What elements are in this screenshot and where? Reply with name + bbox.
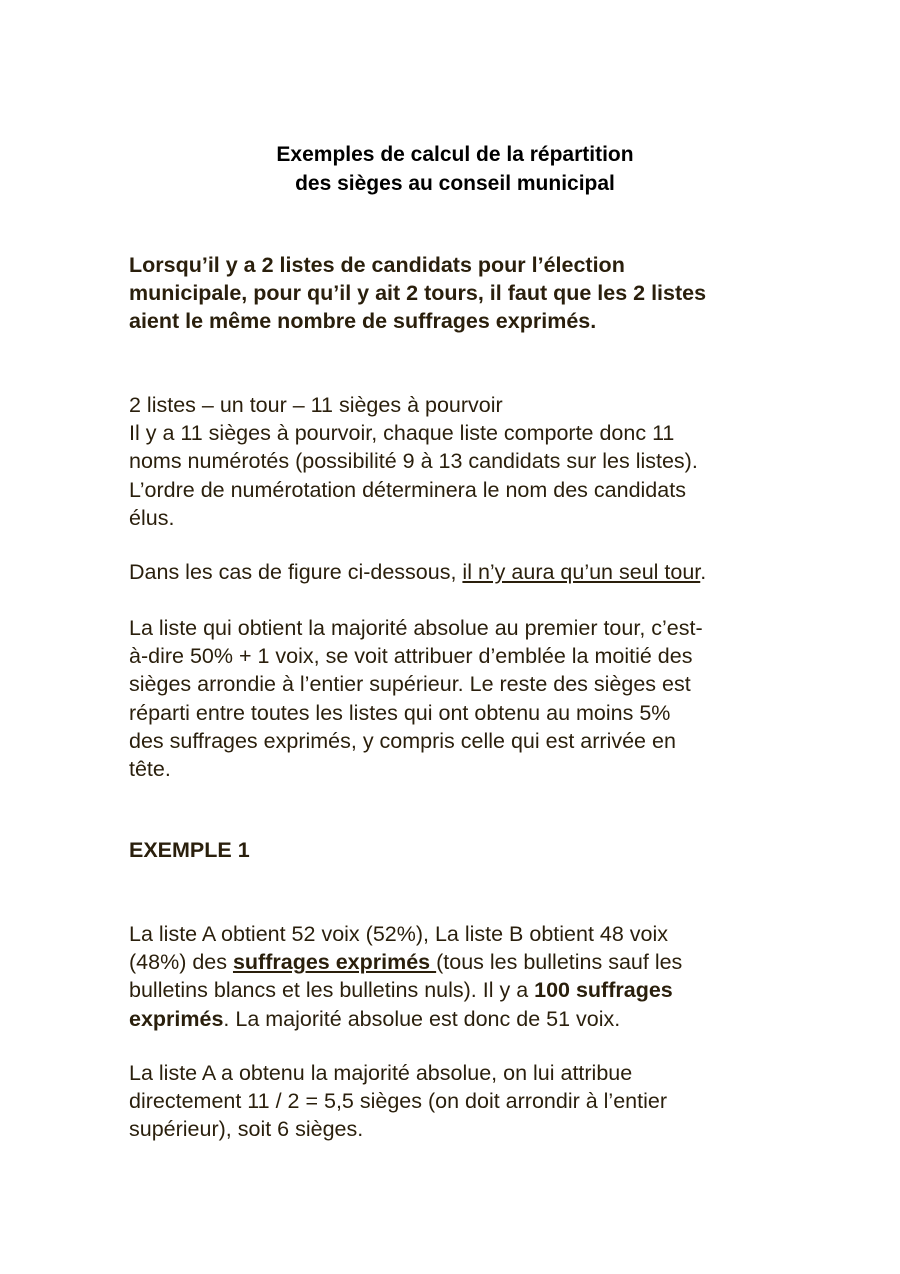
example-line: La liste A a obtenu la majorité absolue, on lui attribue bbox=[129, 1061, 633, 1085]
example-line bbox=[129, 976, 789, 1004]
majority-line: sièges arrondie à l’entier supérieur. Le reste des sièges est bbox=[129, 672, 691, 697]
example-text: (tous les bulletins sauf les bbox=[436, 950, 683, 975]
example-line bbox=[129, 1005, 789, 1033]
example-text: . La majorité absolue est donc de 51 voix. bbox=[223, 1006, 621, 1031]
title-line-2: des sièges au conseil municipal bbox=[295, 172, 615, 195]
single-round-underlined: il n’y aura qu’un seul tour bbox=[462, 560, 701, 584]
majority-line: à-dire 50% + 1 voix, se voit attribuer d’emblée la moitié des bbox=[129, 644, 693, 669]
example-1-paragraph-2 bbox=[129, 1059, 789, 1144]
example-line: supérieur), soit 6 sièges. bbox=[129, 1117, 364, 1142]
document-title bbox=[130, 140, 780, 198]
example-1-heading: EXEMPLE 1 bbox=[129, 838, 250, 862]
seats-line: L’ordre de numérotation déterminera le nom des candidats bbox=[129, 477, 686, 502]
intro-line: aient le même nombre de suffrages exprimés. bbox=[129, 309, 597, 334]
majority-paragraph bbox=[129, 614, 789, 783]
intro-line: municipale, pour qu’il y ait 2 tours, il faut que les 2 listes bbox=[129, 281, 707, 306]
majority-line: La liste qui obtient la majorité absolue au premier tour, c’est- bbox=[129, 616, 703, 640]
example-line: directement 11 / 2 = 5,5 sièges (on doit arrondir à l’entier bbox=[129, 1089, 667, 1114]
hundred-suffrages-emphasis: 100 suffrages bbox=[534, 978, 673, 1003]
intro-line: Lorsqu’il y a 2 listes de candidats pour l’élection bbox=[129, 253, 625, 277]
seats-line: élus. bbox=[129, 505, 175, 530]
example-line bbox=[129, 948, 789, 976]
seats-line: noms numérotés (possibilité 9 à 13 candidats sur les listes). bbox=[129, 449, 698, 474]
majority-line: tête. bbox=[129, 757, 171, 782]
single-round-line bbox=[129, 558, 789, 586]
seats-paragraph bbox=[129, 391, 789, 532]
single-round-suffix: . bbox=[700, 560, 707, 584]
title-line-1: Exemples de calcul de la répartition bbox=[276, 143, 634, 166]
example-line: La liste A obtient 52 voix (52%), La liste B obtient 48 voix bbox=[129, 922, 669, 946]
seats-line: 2 listes – un tour – 11 sièges à pourvoir bbox=[129, 393, 503, 417]
majority-line: réparti entre toutes les listes qui ont obtenu au moins 5% bbox=[129, 700, 671, 725]
majority-line: des suffrages exprimés, y compris celle qui est arrivée en bbox=[129, 728, 676, 753]
example-1-paragraph-1 bbox=[129, 920, 789, 1033]
example-text: (48%) des bbox=[129, 950, 233, 975]
example-text: bulletins blancs et les bulletins nuls). Il y a bbox=[129, 978, 535, 1003]
seats-line: Il y a 11 sièges à pourvoir, chaque liste comporte donc 11 bbox=[129, 421, 675, 446]
suffrages-exprimes-emphasis: suffrages exprimés bbox=[232, 950, 437, 975]
single-round-prefix: Dans les cas de figure ci-dessous, bbox=[129, 560, 463, 584]
exprimes-emphasis: exprimés bbox=[129, 1006, 224, 1031]
intro-paragraph bbox=[129, 251, 789, 336]
single-round-paragraph bbox=[129, 558, 789, 586]
